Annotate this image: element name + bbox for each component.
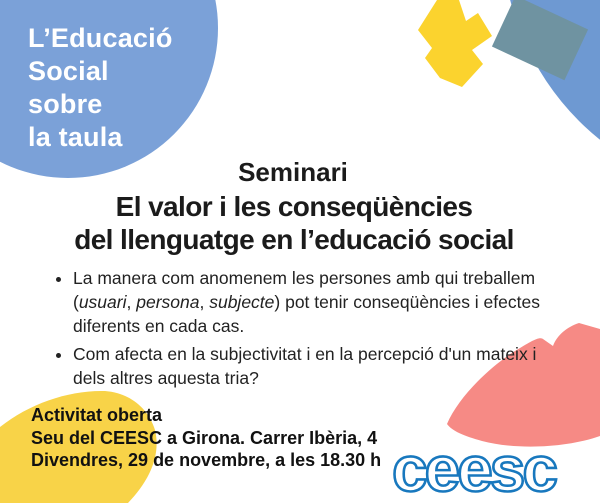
ceesc-logo: ceesc [392, 433, 555, 503]
yellow-zigzag-shape [418, 0, 492, 87]
seminar-title-line-1: El valor i les conseqüències [115, 191, 473, 222]
bullet-1-italic-usuari: usuari [78, 292, 127, 312]
event-open-activity: Activitat oberta [31, 405, 163, 425]
seminar-kicker: Seminari [238, 157, 348, 187]
bullet-item-1 [73, 266, 568, 338]
event-location: Seu del CEESC a Girona. Carrer Ibèria, 4 [31, 427, 378, 448]
bullet-2-text: Com afecta en la subjectivitat i en la percepció d'un mateix i dels altres aquesta tria? [73, 344, 537, 388]
seminar-title-line-2: del llenguatge en l’educació social [74, 224, 514, 255]
badge-title [28, 22, 173, 154]
bullet-list [56, 266, 568, 394]
event-datetime: Divendres, 29 de novembre, a les 18.30 h [31, 450, 382, 470]
bullet-1-text: La manera com anomenem les persones amb qui treballem ( [73, 268, 536, 312]
bullet-1-italic-persona: persona [136, 292, 200, 312]
event-details [31, 404, 381, 472]
badge-line-1: L’Educació [28, 23, 173, 53]
bullet-item-2 [73, 342, 568, 390]
bullet-1-separator: , [126, 292, 137, 312]
seminar-title [0, 190, 588, 256]
badge-line-2: Social [28, 56, 109, 86]
badge-line-4: la taula [28, 122, 123, 152]
bullet-1-separator: , [199, 292, 210, 312]
badge-line-3: sobre [28, 89, 103, 119]
bullet-1-italic-subjecte: subjecte [209, 292, 275, 312]
bullet-1-text-end: ) pot tenir conseqüències i efectes diferents en cada cas. [73, 292, 540, 336]
